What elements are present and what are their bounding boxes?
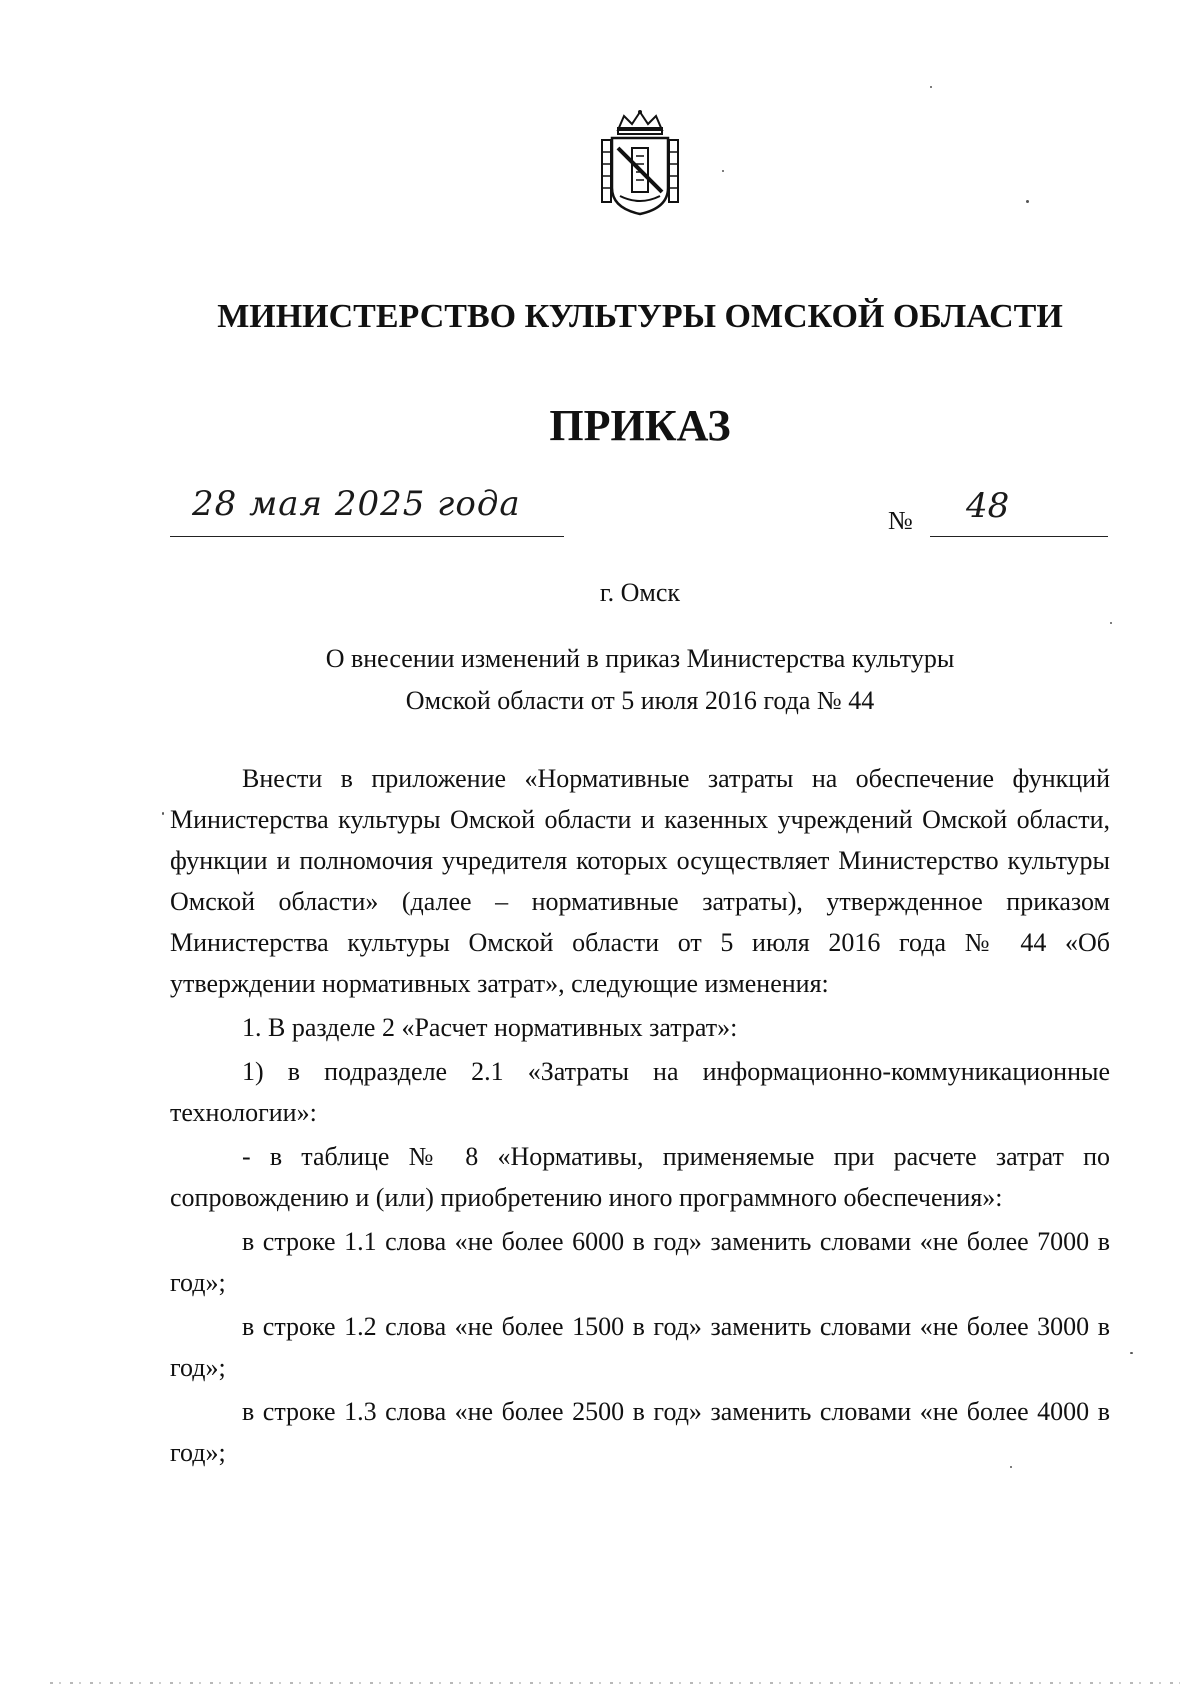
body-paragraph-5: в строке 1.1 слова «не более 6000 в год» заменить словами «не более 7000 в год»; [170, 1227, 1110, 1297]
order-subject [0, 638, 1200, 722]
subject-line-1: О внесении изменений в приказ Министерства культуры [325, 644, 955, 673]
subject-line-2: Омской области от 5 июля 2016 года № 44 [405, 686, 875, 715]
body-paragraph-1: Внести в приложение «Нормативные затраты на обеспечение функций Министерства культуры Омской области и казенных учреждений Омской области, функции и полномочия учредителя которых осуществляет Министерство культуры Омской области» (далее – нормативные затраты), утвержденное приказом Министерства культуры Омской области от 5 июля 2016 года № 44 «Об утверждении нормативных затрат», следующие изменения: [170, 764, 1110, 998]
body-paragraph-7: в строке 1.3 слова «не более 2500 в год» заменить словами «не более 4000 в год»; [170, 1397, 1110, 1467]
number-underline [930, 486, 1108, 537]
scan-speck [162, 812, 164, 815]
scan-speck [1110, 622, 1112, 624]
coat-of-arms-icon [598, 108, 682, 218]
order-number-field [888, 486, 1108, 538]
body-paragraph-2: 1. В разделе 2 «Расчет нормативных затрат»: [242, 1013, 738, 1042]
city-label: г. Омск [599, 578, 681, 607]
body-paragraph-4: - в таблице № 8 «Нормативы, применяемые при расчете затрат по сопровождению и (или) приобретению иного программного обеспечения»: [170, 1142, 1110, 1212]
number-sign: № [888, 506, 913, 535]
body-paragraph-6: в строке 1.2 слова «не более 1500 в год» заменить словами «не более 3000 в год»; [170, 1312, 1110, 1382]
scan-speck [1026, 200, 1029, 203]
scan-speck [930, 86, 932, 88]
scan-speck [1010, 1466, 1012, 1468]
order-body [170, 758, 1110, 1473]
ministry-heading: МИНИСТЕРСТВО КУЛЬТУРЫ ОМСКОЙ ОБЛАСТИ [217, 298, 1063, 335]
body-paragraph-3: 1) в подразделе 2.1 «Затраты на информационно-коммуникационные технологии»: [170, 1057, 1110, 1127]
scan-edge-noise [50, 1682, 1180, 1684]
date-field [170, 484, 564, 537]
scan-speck [722, 170, 724, 172]
order-title: ПРИКАЗ [549, 401, 731, 450]
scan-speck [1130, 1352, 1133, 1354]
handwritten-date: 28 мая 2025 года [192, 484, 521, 524]
handwritten-number: 48 [966, 486, 1010, 526]
